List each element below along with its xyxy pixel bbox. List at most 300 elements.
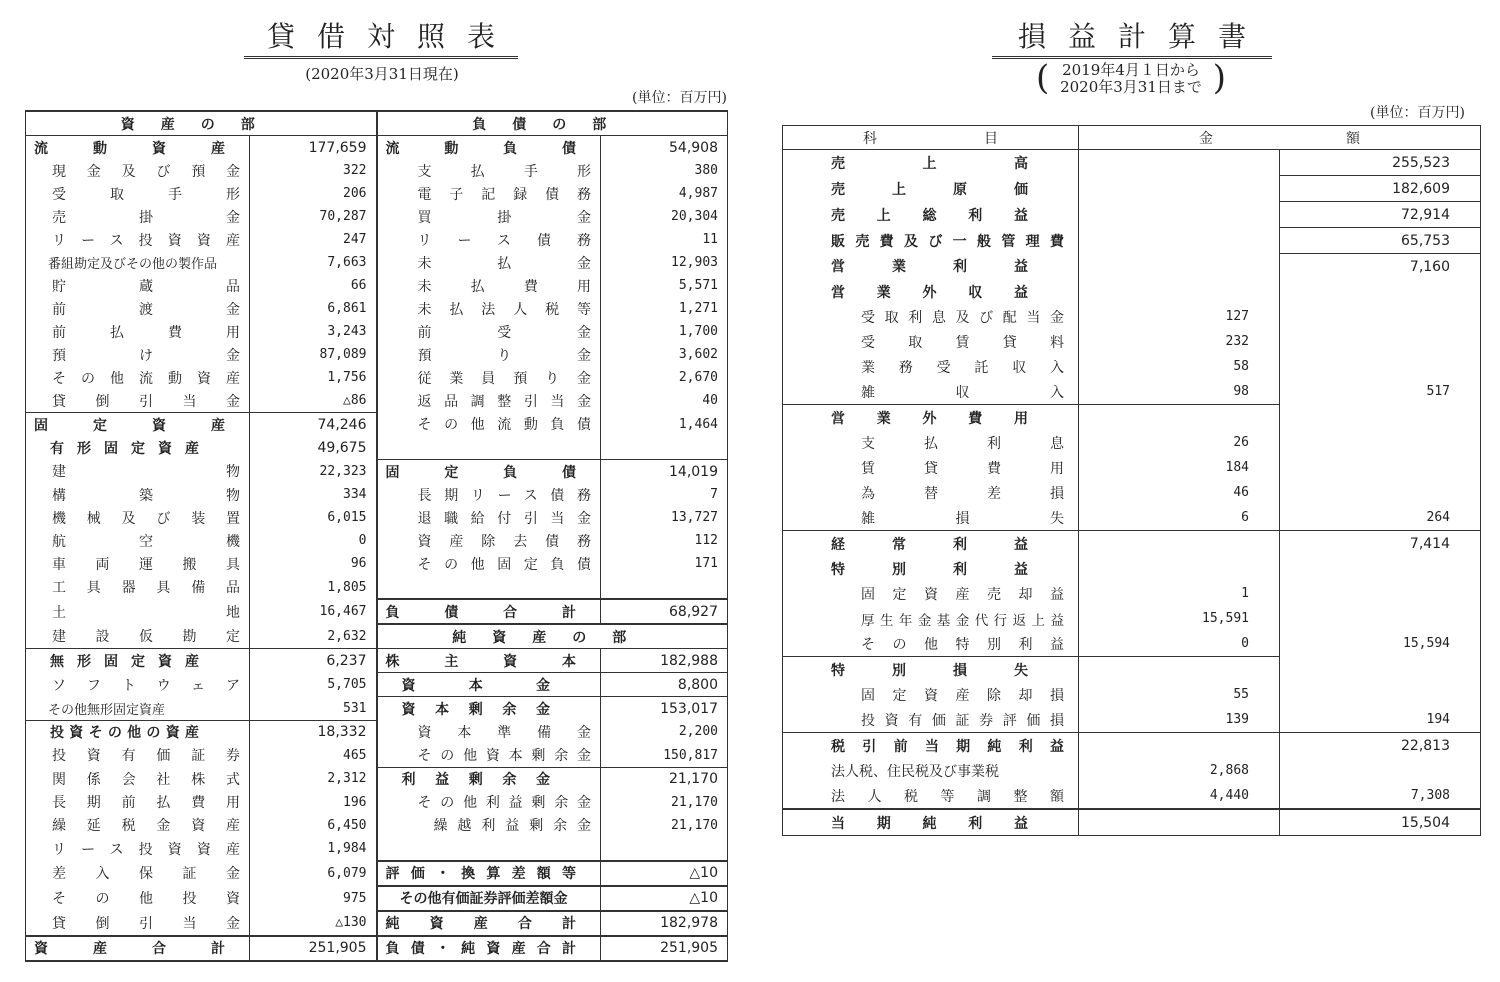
liability-item-name: 未払金 [417, 255, 591, 272]
liability-item-name: 預り金 [417, 347, 591, 364]
pl-total-value: 22,813 [1280, 733, 1481, 759]
liability-item-value: 112 [601, 529, 728, 552]
liability-item-label [377, 767, 601, 791]
liability-item-value: 8,800 [601, 673, 728, 697]
asset-item-name: 預け金 [52, 347, 240, 364]
income-statement-period [1036, 58, 1226, 98]
liability-item-name: 株主資本 [385, 653, 576, 670]
asset-item-value: 322 [250, 159, 377, 182]
asset-item-name: 構築物 [52, 487, 240, 504]
column-header-item-text: 科目 [863, 130, 998, 147]
asset-item-value: 1,756 [250, 366, 377, 389]
pl-total-value: 72,914 [1280, 202, 1481, 228]
pl-total-value [1280, 430, 1481, 455]
liability-item-name: 流動負債 [385, 140, 576, 157]
liability-item-name: 負債合計 [385, 604, 576, 621]
asset-item-value: 334 [250, 483, 377, 506]
pl-item-label [783, 733, 1079, 759]
liability-item-name: 資本剰余金 [401, 701, 550, 718]
pl-total-value: 255,523 [1280, 150, 1481, 176]
liability-item-label [377, 182, 601, 205]
asset-item-name: 流動資産 [34, 140, 225, 157]
bs-row [26, 228, 728, 251]
pl-item-label [783, 379, 1079, 405]
asset-item-name: 航空機 [52, 533, 240, 550]
asset-item-value: 2,632 [250, 624, 377, 649]
pl-item-name: 売上高 [831, 155, 1028, 172]
income-statement-table [782, 125, 1481, 836]
asset-item-label [26, 552, 250, 575]
column-header-item [783, 126, 1079, 150]
liability-item-value: 7 [601, 483, 728, 506]
pl-item-name: 売上総利益 [831, 207, 1028, 224]
asset-item-value: 96 [250, 552, 377, 575]
bs-row [26, 436, 728, 460]
asset-item-label [26, 366, 250, 389]
pl-item-name: 税引前当期純利益 [831, 738, 1064, 755]
liability-item-value: 1,271 [601, 297, 728, 320]
asset-item-value: 465 [250, 744, 377, 768]
bs-row [26, 297, 728, 320]
pl-detail-value [1079, 657, 1280, 683]
liability-item-label [377, 744, 601, 768]
asset-item-label [26, 460, 250, 484]
liability-item-value: 14,019 [601, 460, 728, 484]
pl-row [783, 505, 1481, 531]
asset-item-label [26, 886, 250, 911]
bs-row [26, 911, 728, 936]
asset-item-value: 2,312 [250, 767, 377, 791]
pl-row [783, 304, 1481, 329]
asset-item-value: 177,659 [250, 136, 377, 160]
liability-item-label [377, 599, 601, 624]
asset-item-name: 貸倒引当金 [52, 393, 240, 410]
liability-item-label [377, 274, 601, 297]
asset-item-label [26, 744, 250, 768]
pl-row [783, 631, 1481, 657]
liability-item-label [377, 228, 601, 251]
pl-detail-value: 26 [1079, 430, 1280, 455]
liability-item-value: 11 [601, 228, 728, 251]
liability-item-name: 未払法人税等 [417, 301, 591, 318]
liability-item-value: 4,987 [601, 182, 728, 205]
liab-net-total-value: 251,905 [601, 936, 728, 961]
bs-row [26, 575, 728, 599]
pl-row [783, 682, 1481, 707]
asset-item-name: 差入保証金 [52, 866, 240, 882]
liability-item-label [377, 575, 601, 599]
pl-row [783, 228, 1481, 254]
pl-item-label [783, 581, 1079, 606]
pl-total-value: 182,609 [1280, 176, 1481, 202]
balance-sheet-unit: (単位：百万円) [632, 90, 727, 106]
pl-total-value [1280, 304, 1481, 329]
balance-sheet-table [25, 110, 728, 962]
bs-header-row [26, 111, 728, 136]
bs-row [26, 814, 728, 837]
pl-item-label [783, 606, 1079, 631]
pl-item-label [783, 176, 1079, 202]
asset-item-name: 番組勘定及びその他の製作品 [48, 257, 218, 272]
liability-item-label [377, 649, 601, 673]
pl-detail-value [1079, 809, 1280, 836]
bs-row [26, 413, 728, 437]
bs-row [26, 182, 728, 205]
liability-item-name: 電子記録債務 [417, 186, 591, 203]
liability-item-name: 純資産合計 [385, 916, 576, 932]
liability-item-label [377, 886, 601, 911]
pl-item-label [783, 505, 1079, 531]
liability-item-value: 21,170 [601, 814, 728, 837]
asset-item-label [26, 436, 250, 460]
liability-item-label [377, 720, 601, 744]
pl-item-label [783, 455, 1079, 480]
liability-item-label [377, 483, 601, 506]
asset-item-label [26, 297, 250, 320]
liability-item-name: 繰越利益剰余金 [433, 818, 591, 834]
liability-item-value: 1,700 [601, 320, 728, 343]
assets-total-name: 資産合計 [34, 941, 225, 957]
bs-row [26, 389, 728, 413]
liability-item-value: 12,903 [601, 251, 728, 274]
asset-item-value: 16,467 [250, 599, 377, 624]
pl-item-name: 法人税、住民税及び事業税 [831, 763, 999, 780]
asset-item-name: その他投資 [52, 891, 240, 907]
asset-item-value: 206 [250, 182, 377, 205]
bs-row [26, 529, 728, 552]
liability-item-name: 未払費用 [417, 278, 591, 295]
asset-item-value: 196 [250, 791, 377, 814]
pl-total-value: 15,594 [1280, 631, 1481, 657]
bs-row [26, 343, 728, 366]
asset-item-label [26, 529, 250, 552]
asset-item-name: ソフトウェア [52, 677, 240, 694]
liability-item-name: 利益剰余金 [401, 772, 550, 788]
asset-item-label [26, 320, 250, 343]
pl-row [783, 581, 1481, 606]
pl-item-name: 営業外費用 [831, 410, 1028, 427]
asset-item-value: 70,287 [250, 205, 377, 228]
pl-total-value [1280, 581, 1481, 606]
pl-row [783, 707, 1481, 733]
pl-detail-value: 15,591 [1079, 606, 1280, 631]
asset-item-value: 975 [250, 886, 377, 911]
asset-item-value: 1,805 [250, 575, 377, 599]
pl-item-name: 経常利益 [831, 536, 1028, 553]
pl-detail-value: 139 [1079, 707, 1280, 733]
asset-item-label [26, 205, 250, 228]
assets-total-value: 251,905 [250, 936, 377, 961]
pl-row [783, 783, 1481, 809]
bs-row [26, 791, 728, 814]
pl-detail-value [1079, 254, 1280, 280]
pl-detail-value [1079, 405, 1280, 431]
asset-item-name: 土地 [52, 604, 240, 621]
liability-item-label [377, 673, 601, 697]
liability-item-label [377, 814, 601, 837]
liability-item-name: 支払手形 [417, 163, 591, 180]
bs-row [26, 599, 728, 624]
pl-item-label [783, 809, 1079, 836]
liability-item-value: 1,464 [601, 413, 728, 437]
liability-item-label [377, 343, 601, 366]
asset-item-name: その他無形固定資産 [48, 702, 166, 718]
pl-total-value: 15,504 [1280, 809, 1481, 836]
period-from: 2019年4月１日から [1062, 61, 1200, 79]
pl-item-name: 業務受託収入 [861, 359, 1064, 376]
pl-total-value: 264 [1280, 505, 1481, 531]
liab-net-total-label [377, 936, 601, 961]
pl-item-label [783, 531, 1079, 557]
liability-item-value [601, 575, 728, 599]
asset-item-label [26, 837, 250, 861]
pl-total-value [1280, 556, 1481, 581]
pl-total-value [1280, 758, 1481, 783]
pl-item-label [783, 354, 1079, 379]
liability-item-value: 21,170 [601, 791, 728, 814]
asset-item-label [26, 182, 250, 205]
pl-detail-value [1079, 556, 1280, 581]
asset-item-value: 247 [250, 228, 377, 251]
pl-row [783, 405, 1481, 431]
pl-total-value [1280, 606, 1481, 631]
net-assets-section-header: 純資産の部 [377, 624, 728, 649]
pl-item-name: 受取賃貸料 [861, 334, 1064, 351]
pl-item-label [783, 556, 1079, 581]
bs-row [26, 673, 728, 697]
liability-item-value: 150,817 [601, 744, 728, 768]
bs-row [26, 861, 728, 886]
asset-item-label [26, 791, 250, 814]
pl-detail-value: 4,440 [1079, 783, 1280, 809]
asset-item-value: 0 [250, 529, 377, 552]
asset-item-value: 66 [250, 274, 377, 297]
pl-detail-value [1079, 176, 1280, 202]
asset-item-label [26, 624, 250, 649]
liability-item-name: 返品調整引当金 [417, 393, 591, 410]
pl-item-label [783, 758, 1079, 783]
asset-item-label [26, 767, 250, 791]
pl-item-label [783, 329, 1079, 354]
pl-item-name: 支払利息 [861, 435, 1064, 452]
assets-total-label [26, 936, 250, 961]
pl-detail-value [1079, 150, 1280, 176]
pl-detail-value: 98 [1079, 379, 1280, 405]
liability-item-label [377, 251, 601, 274]
liability-item-value: 3,602 [601, 343, 728, 366]
asset-item-value: △130 [250, 911, 377, 936]
pl-detail-value [1079, 279, 1280, 304]
pl-row [783, 329, 1481, 354]
bs-row [26, 837, 728, 861]
pl-item-label [783, 150, 1079, 176]
bs-row [26, 366, 728, 389]
pl-detail-value [1079, 733, 1280, 759]
pl-row [783, 279, 1481, 304]
asset-item-value: 6,237 [250, 649, 377, 673]
asset-item-value: 6,450 [250, 814, 377, 837]
asset-item-name: 有形固定資産 [50, 440, 199, 457]
pl-total-value: 7,160 [1280, 254, 1481, 280]
liab-net-total-name: 負債・純資産合計 [385, 941, 576, 957]
liability-item-label [377, 159, 601, 182]
pl-total-value [1280, 279, 1481, 304]
pl-item-name: 当期純利益 [831, 815, 1028, 832]
liability-item-label [377, 320, 601, 343]
pl-row [783, 733, 1481, 759]
balance-sheet-title: 貸借対照表 [244, 20, 518, 59]
pl-row [783, 176, 1481, 202]
bs-row [26, 720, 728, 744]
asset-item-label [26, 251, 250, 274]
asset-item-name: 投資その他の資産 [50, 725, 199, 741]
pl-row [783, 430, 1481, 455]
liability-item-value: 5,571 [601, 274, 728, 297]
pl-row [783, 455, 1481, 480]
liability-item-value [601, 436, 728, 460]
asset-item-value: 531 [250, 697, 377, 721]
period-open-paren: ( [1036, 58, 1050, 98]
asset-item-name: 長期前払費用 [52, 795, 240, 811]
liability-item-label [377, 861, 601, 886]
column-header-amount [1079, 126, 1481, 150]
pl-item-label [783, 304, 1079, 329]
assets-section-header: 資産の部 [26, 111, 377, 136]
asset-item-name: リース投資資産 [52, 841, 240, 858]
pl-item-name: 特別損失 [831, 662, 1028, 679]
asset-item-value: 22,323 [250, 460, 377, 484]
liability-item-label [377, 136, 601, 160]
pl-detail-value: 127 [1079, 304, 1280, 329]
liability-item-value: 13,727 [601, 506, 728, 529]
bs-row [26, 744, 728, 768]
liability-item-name: その他資本剰余金 [417, 748, 591, 764]
liability-item-value: 2,200 [601, 720, 728, 744]
pl-total-value [1280, 480, 1481, 505]
asset-item-value: △86 [250, 389, 377, 413]
pl-item-name: 賃貸費用 [861, 460, 1064, 477]
bs-row [26, 320, 728, 343]
pl-row [783, 531, 1481, 557]
pl-item-name: 投資有価証券評価損 [861, 712, 1064, 729]
liability-item-value: 21,170 [601, 767, 728, 791]
asset-item-name: 現金及び預金 [52, 163, 240, 180]
liability-item-label [377, 791, 601, 814]
pl-item-name: 営業外収益 [831, 284, 1028, 301]
asset-item-value: 74,246 [250, 413, 377, 437]
liability-item-value: 380 [601, 159, 728, 182]
asset-item-label [26, 575, 250, 599]
asset-item-label [26, 343, 250, 366]
asset-item-label [26, 599, 250, 624]
pl-total-value: 7,308 [1280, 783, 1481, 809]
pl-item-name: 売上原価 [831, 181, 1028, 198]
asset-item-value: 1,984 [250, 837, 377, 861]
liability-item-value [601, 837, 728, 861]
liability-item-label [377, 506, 601, 529]
asset-item-value: 6,079 [250, 861, 377, 886]
pl-item-name: 固定資産売却益 [861, 586, 1064, 603]
liability-item-name: 資本金 [401, 677, 550, 694]
pl-item-label [783, 279, 1079, 304]
asset-item-value: 3,243 [250, 320, 377, 343]
pl-item-label [783, 430, 1079, 455]
pl-detail-value: 46 [1079, 480, 1280, 505]
liability-item-value: 54,908 [601, 136, 728, 160]
pl-detail-value: 58 [1079, 354, 1280, 379]
pl-total-value: 517 [1280, 379, 1481, 405]
pl-total-value [1280, 682, 1481, 707]
period-to: 2020年3月31日まで [1060, 78, 1202, 96]
pl-total-value [1280, 657, 1481, 683]
liability-item-value: 182,978 [601, 911, 728, 936]
pl-item-label [783, 202, 1079, 228]
pl-row [783, 556, 1481, 581]
pl-item-name: 営業利益 [831, 259, 1028, 276]
asset-item-name: 貸倒引当金 [52, 915, 240, 932]
pl-total-value [1280, 455, 1481, 480]
liability-item-name: その他有価証券評価差額金 [399, 891, 568, 907]
bs-row [26, 697, 728, 721]
pl-item-label [783, 707, 1079, 733]
pl-total-value: 194 [1280, 707, 1481, 733]
asset-item-value: 6,015 [250, 506, 377, 529]
liability-item-value: △10 [601, 861, 728, 886]
asset-item-name: 車両運搬具 [52, 556, 240, 573]
liability-item-name: 資産除去債務 [417, 533, 591, 550]
asset-item-name: 建設仮勘定 [52, 629, 240, 645]
liability-item-name: 従業員預り金 [417, 370, 591, 387]
bs-row [26, 251, 728, 274]
asset-item-label [26, 136, 250, 160]
liability-item-value: 68,927 [601, 599, 728, 624]
liability-item-label [377, 837, 601, 861]
liability-item-name: その他固定負債 [417, 556, 591, 573]
period-close-paren: ) [1212, 58, 1226, 98]
liability-item-label [377, 436, 601, 460]
bs-total-row [26, 936, 728, 961]
liability-item-name: 長期リース債務 [417, 487, 591, 504]
pl-item-name: 特別利益 [831, 561, 1028, 578]
liabilities-section-header: 負債の部 [377, 111, 728, 136]
liability-item-name: 資本準備金 [417, 724, 591, 741]
bs-row [26, 649, 728, 673]
asset-item-name: 受取手形 [52, 186, 240, 203]
bs-row [26, 624, 728, 649]
asset-item-name: 関係会社株式 [52, 771, 240, 788]
liability-item-value: 171 [601, 552, 728, 575]
pl-detail-value: 6 [1079, 505, 1280, 531]
pl-row [783, 657, 1481, 683]
pl-item-label [783, 783, 1079, 809]
asset-item-value: 7,663 [250, 251, 377, 274]
pl-detail-value: 184 [1079, 455, 1280, 480]
liability-item-name: 固定負債 [385, 464, 576, 481]
pl-total-value [1280, 405, 1481, 431]
liability-item-name: その他利益剰余金 [417, 795, 591, 811]
pl-row [783, 254, 1481, 280]
liability-item-label [377, 460, 601, 484]
bs-row [26, 460, 728, 484]
pl-detail-value: 55 [1079, 682, 1280, 707]
pl-total-value [1280, 354, 1481, 379]
asset-item-label [26, 649, 250, 673]
liability-item-value: 182,988 [601, 649, 728, 673]
bs-row [26, 886, 728, 911]
liability-item-label [377, 366, 601, 389]
asset-item-value: 49,675 [250, 436, 377, 460]
asset-item-name: 売掛金 [52, 209, 240, 226]
